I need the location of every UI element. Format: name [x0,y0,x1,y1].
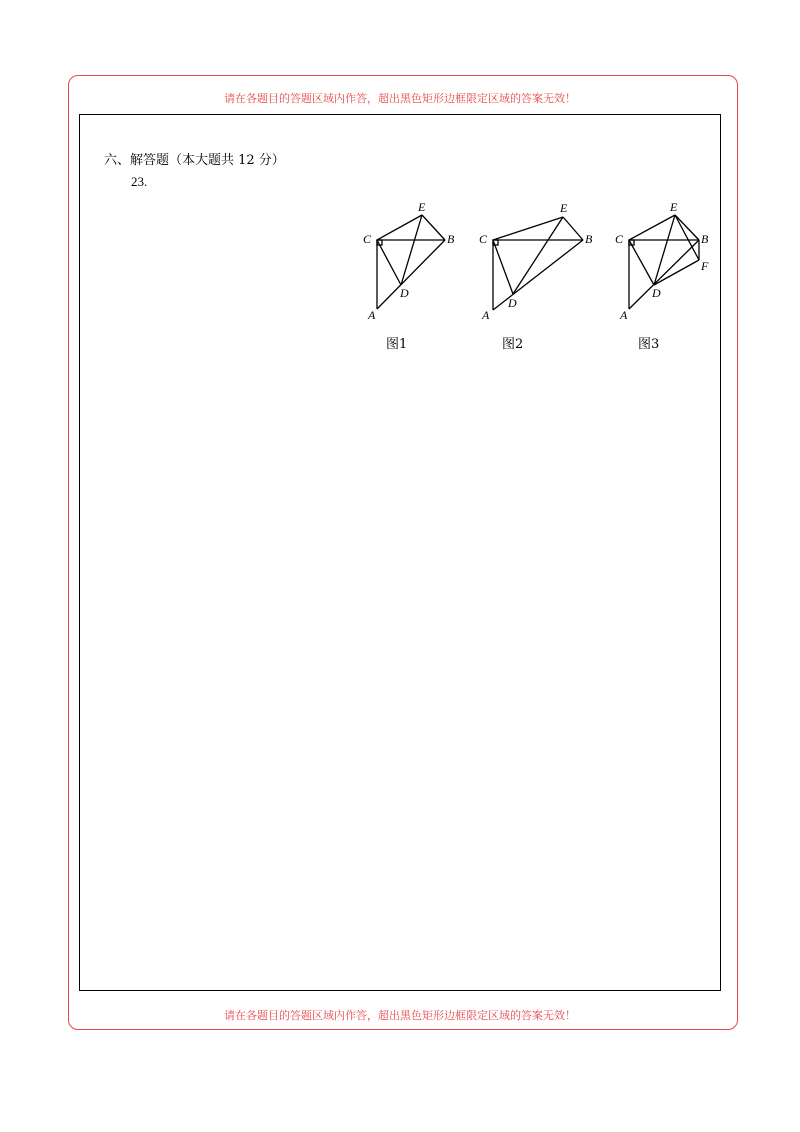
figure-2-diagram [476,197,606,327]
figure-2-caption: 图2 [502,337,524,352]
segment-eb [563,217,583,240]
label-a: A [368,308,376,322]
label-d: D [652,286,661,300]
question-number: 23. [131,174,148,189]
figure-3 [612,197,722,327]
segment-eb [422,215,445,240]
label-b: B [585,232,593,246]
bottom-notice: 请在各题目的答题区域内作答，超出黑色矩形边框限定区域的答案无效！ [224,1009,576,1022]
segment-cd [629,240,654,285]
label-e: E [418,200,426,214]
figure-3-caption: 图3 [638,337,660,352]
label-d: D [400,286,409,300]
label-c: C [363,232,372,246]
figure-3-diagram [612,197,722,327]
segment-ce [493,217,563,240]
figure-1-caption: 图1 [386,337,408,352]
figure-1 [360,197,460,327]
label-b: B [447,232,455,246]
segment-de [513,217,563,294]
figure-2 [476,197,606,327]
label-c: C [479,232,488,246]
segment-cd [493,240,513,294]
label-f: F [701,259,709,273]
segment-ef [675,215,699,260]
segment-cd [377,240,401,285]
label-c: C [615,232,624,246]
label-e: E [670,200,678,214]
label-b: B [701,232,709,246]
label-a: A [482,308,490,322]
label-a: A [620,308,628,322]
label-d: D [508,296,517,310]
section-title: 六、解答题（本大题共 12 分） [104,153,285,168]
label-e: E [560,201,568,215]
top-notice: 请在各题目的答题区域内作答，超出黑色矩形边框限定区域的答案无效！ [224,92,576,105]
figure-1-diagram [360,197,460,327]
